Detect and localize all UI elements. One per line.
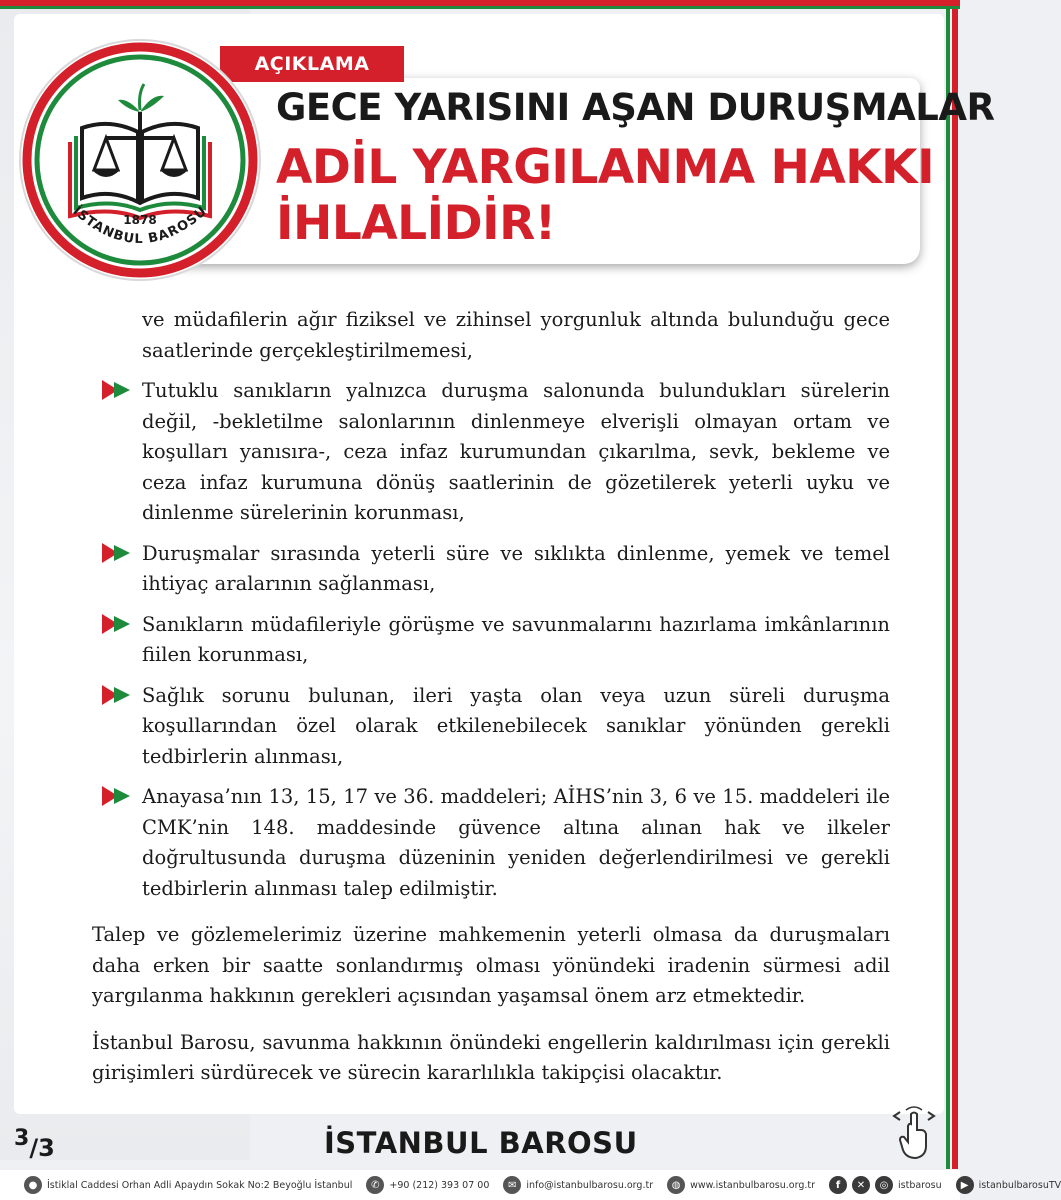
contact-email[interactable] [503, 1176, 653, 1194]
red-green-arrow-icon [102, 543, 136, 563]
globe-icon: ◍ [667, 1176, 685, 1194]
headline-line-1: GECE YARISINI AŞAN DURUŞMALAR [276, 86, 995, 129]
mail-icon: ✉ [503, 1176, 521, 1194]
page-total: /3 [29, 1134, 55, 1162]
swipe-hand-icon [892, 1102, 936, 1162]
red-green-arrow-icon [102, 786, 136, 806]
closing-paragraph-1: Talep ve gözlemelerimiz üzerine mahkemenin yeterli olmasa da duruşmaları daha erken bir saatte sonlandırmış olması yönündeki iradenin sürmesi adil yargılanma hakkının gerekleri açısından yaşamsal önem arz etmektedir. [92, 923, 890, 1007]
contact-address [24, 1176, 352, 1194]
email-text: info@istanbulbarosu.org.tr [526, 1179, 654, 1191]
logo-year: 1878 [123, 213, 157, 227]
list-item-text: Tutuklu sanıkların yalnızca duruşma salonunda bulundukları sürelerin değil, -bekletilme salonlarının dinlenmeye elverişli olmayan ortam ve koşulları yanısıra-, ceza infaz kurumundan çıkarılma, sevk, bekleme ve ceza infaz kurumuna dönüş saatlerinin de gözetilerek yeterli uyku ve dinlenme sürelerinin korunması, [142, 379, 890, 524]
red-green-arrow-icon [102, 380, 136, 400]
contact-phone[interactable] [366, 1176, 489, 1194]
youtube-text: istanbulbarosuTV [978, 1179, 1061, 1191]
youtube-icon: ▶ [956, 1176, 974, 1194]
social-handle-text: istbarosu [898, 1179, 942, 1191]
list-item-text: Sanıkların müdafileriyle görüşme ve savunmalarını hazırlama imkânlarının fiilen korunması, [142, 612, 890, 666]
list-item-text: Duruşmalar sırasında yeterli süre ve sıklıkta dinlenme, yemek ve temel ihtiyaç aralarının sağlanması, [142, 541, 890, 595]
list-item-text: Anayasa’nın 13, 15, 17 ve 36. maddeleri; AİHS’nin 3, 6 ve 15. maddeleri ile CMK’nin 148. maddesinde güvence altına alınan hak ve ilkeler doğrultusunda duruşma düzeninin yeniden değerlendirilmesi ve gerekli tedbirlerin alınması talep edilmiştir. [142, 785, 890, 900]
contact-website[interactable] [667, 1176, 815, 1194]
contact-social[interactable] [829, 1176, 942, 1194]
contact-bar [0, 1170, 1061, 1200]
phone-text: +90 (212) 393 07 00 [389, 1179, 490, 1191]
statement-body [90, 305, 890, 1089]
top-green-stripe [0, 6, 960, 9]
phone-icon: ✆ [366, 1176, 384, 1194]
location-pin-icon: ● [24, 1176, 42, 1194]
footer-brand: İSTANBUL BAROSU [324, 1126, 638, 1160]
right-green-stripe [946, 9, 950, 1169]
headline-line-3: İHLALİDİR! [276, 196, 556, 251]
contact-youtube[interactable] [956, 1176, 1061, 1194]
page-current: 3 [14, 1126, 30, 1151]
x-icon[interactable]: ✕ [852, 1176, 870, 1194]
list-item [142, 539, 890, 600]
headline-line-2: ADİL YARGILANMA HAKKI [276, 140, 935, 195]
website-text: www.istanbulbarosu.org.tr [690, 1179, 815, 1191]
address-text: İstiklal Caddesi Orhan Adli Apaydın Sokak No:2 Beyoğlu İstanbul [47, 1179, 353, 1191]
bar-association-logo [18, 38, 262, 282]
instagram-icon[interactable]: ◎ [875, 1176, 893, 1194]
intro-paragraph: ve müdafilerin ağır fiziksel ve zihinsel yorgunluk altında bulunduğu gece saatlerinde gerçekleştirilmemesi, [142, 308, 890, 362]
page-number [14, 1126, 55, 1162]
list-item [142, 681, 890, 773]
list-item [142, 782, 890, 904]
right-red-stripe [952, 9, 958, 1169]
facebook-icon[interactable]: f [829, 1176, 847, 1194]
list-item [142, 376, 890, 529]
list-item [142, 610, 890, 671]
closing-paragraph-2: İstanbul Barosu, savunma hakkının önündeki engellerin kaldırılması için gerekli girişimleri sürdürecek ve sürecin kararlılıkla takipçisi olacaktır. [92, 1030, 890, 1084]
red-green-arrow-icon [102, 685, 136, 705]
list-item-text: Sağlık sorunu bulunan, ileri yaşta olan veya uzun süreli duruşma koşullarından özel olarak etkilenebilecek sanıklar yönünden gerekli tedbirlerin alınması, [142, 683, 890, 768]
announcement-tag: AÇIKLAMA [220, 46, 404, 82]
logo-name: İSTANBUL BAROSU [69, 203, 211, 248]
red-green-arrow-icon [102, 614, 136, 634]
